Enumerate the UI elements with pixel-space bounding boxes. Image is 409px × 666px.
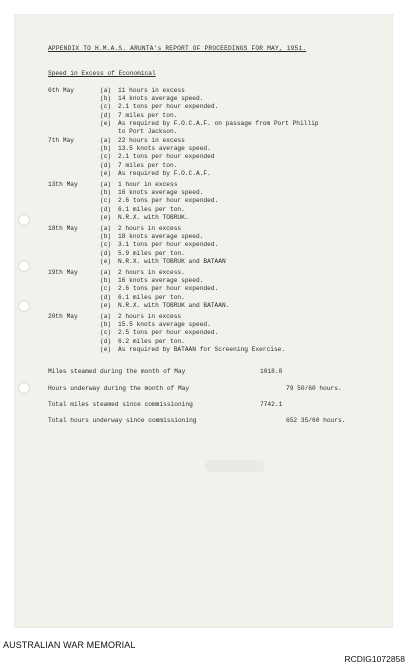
entry-line-text: 16 knots average speed. bbox=[118, 277, 204, 285]
entry-line-text: 2 hours in excess bbox=[118, 313, 182, 320]
entry-line-text: 1 hour in excess bbox=[118, 181, 178, 188]
footer-source: AUSTRALIAN WAR MEMORIAL bbox=[3, 640, 136, 650]
entry-line-text: 2.6 tons per hour expended. bbox=[118, 197, 219, 205]
summary-value: 1018.8 bbox=[260, 368, 283, 375]
entry-line-text: N.R.X. with TOBRUK and BATAAN. bbox=[118, 301, 230, 309]
entry-line-letter: (b) bbox=[100, 277, 112, 285]
entry-line bbox=[100, 206, 185, 214]
punch-hole bbox=[18, 214, 30, 226]
entry-line-text: 11 hours in excess bbox=[118, 87, 185, 94]
entry-line-text: 6.2 miles per ton. bbox=[118, 337, 185, 345]
entry-line-letter: (d) bbox=[100, 111, 112, 119]
section-heading: Speed in Excess of Economical bbox=[48, 70, 156, 77]
punch-hole bbox=[18, 382, 30, 394]
summary-label: Hours underway during the month of May bbox=[48, 385, 190, 392]
entry-line-letter: (c) bbox=[100, 329, 112, 337]
entry-line-letter: (a) bbox=[100, 181, 112, 188]
entry-line-letter: (c) bbox=[100, 153, 112, 161]
entry-line-letter: (c) bbox=[100, 285, 112, 293]
entry-date: 13th May bbox=[48, 181, 78, 188]
summary-value: 652 35/60 hours. bbox=[286, 417, 346, 424]
entry-line-text: 22 hours in excess bbox=[118, 137, 185, 144]
summary-value: 79 50/60 hours. bbox=[286, 385, 342, 392]
entry-line bbox=[100, 225, 181, 233]
entry-date: 19th May bbox=[48, 269, 78, 276]
entry-date: 6th May bbox=[48, 87, 74, 94]
entry-line bbox=[100, 103, 218, 111]
entry-line bbox=[100, 294, 185, 302]
entry-line-text: N.R.X. with TOBRUK. bbox=[118, 213, 189, 221]
entry-line-text: 18 knots average speed. bbox=[118, 233, 204, 241]
entry-line-letter: (d) bbox=[100, 337, 112, 345]
entry-line-text: 6.1 miles per ton. bbox=[118, 293, 185, 301]
entry-date: 20th May bbox=[48, 313, 78, 320]
entry-line-text: 5.9 miles per ton. bbox=[118, 249, 185, 257]
entry-line bbox=[100, 197, 218, 205]
entry-line bbox=[100, 181, 177, 189]
entry-date: 7th May bbox=[48, 137, 74, 144]
entry-line bbox=[100, 128, 177, 136]
entry-line bbox=[100, 338, 185, 346]
entry-line bbox=[100, 233, 203, 241]
entry-line bbox=[100, 313, 181, 321]
entry-line-letter: (e) bbox=[100, 257, 112, 265]
entry-line-letter: (d) bbox=[100, 161, 112, 169]
footer-id: RCDIG1072858 bbox=[344, 654, 405, 664]
entry-line-text: 2 hours in excess bbox=[118, 225, 182, 232]
entry-line bbox=[100, 162, 177, 170]
summary-label: Total miles steamed since commissioning bbox=[48, 401, 193, 408]
summary-value: 7742.1 bbox=[260, 401, 283, 408]
entry-line bbox=[100, 258, 226, 266]
entry-line-letter: (e) bbox=[100, 119, 112, 127]
entry-line-text: 13.5 knots average speed. bbox=[118, 145, 211, 153]
entry-line-letter: (e) bbox=[100, 169, 112, 177]
entry-line bbox=[100, 269, 185, 277]
entry-line-letter: (b) bbox=[100, 95, 112, 103]
entry-line bbox=[100, 120, 319, 128]
entry-line-letter: (e) bbox=[100, 345, 112, 353]
entry-line-letter: (a) bbox=[100, 269, 112, 276]
entry-line bbox=[100, 145, 211, 153]
faint-stamp bbox=[205, 460, 265, 472]
entry-line-text: 3.1 tons per hour expended. bbox=[118, 241, 219, 249]
entry-line bbox=[100, 153, 215, 161]
entry-line-letter: (a) bbox=[100, 137, 112, 144]
entry-line-letter: (b) bbox=[100, 321, 112, 329]
entry-line bbox=[100, 189, 203, 197]
summary-label: Miles steamed during the month of May bbox=[48, 368, 186, 375]
entry-line-text: 2.5 tons per hour expended. bbox=[118, 329, 219, 337]
entry-line-text: As required by F.O.C.A.F. on passage from Port Phillip bbox=[118, 119, 319, 127]
entry-line-letter: (c) bbox=[100, 241, 112, 249]
entry-line-letter: (d) bbox=[100, 249, 112, 257]
entry-line-text: As required by BATAAN for Screening Exercise. bbox=[118, 345, 286, 353]
entry-line-letter: (d) bbox=[100, 205, 112, 213]
entry-line-letter: (b) bbox=[100, 145, 112, 153]
entry-line-text: 2 hours in excess. bbox=[118, 269, 185, 276]
entry-line-text: N.R.X. with TOBRUK and BATAAN bbox=[118, 257, 226, 265]
entry-line bbox=[100, 329, 218, 337]
entry-line-letter: (b) bbox=[100, 189, 112, 197]
entry-line-letter: (b) bbox=[100, 233, 112, 241]
entry-line-text: 15.5 knots average speed. bbox=[118, 321, 211, 329]
entry-line-text: 6.1 miles per ton. bbox=[118, 205, 185, 213]
entry-line bbox=[100, 250, 185, 258]
entry-line bbox=[100, 95, 203, 103]
entry-line-letter: (c) bbox=[100, 103, 112, 111]
entry-line-letter: (a) bbox=[100, 225, 112, 232]
entry-line-letter: (d) bbox=[100, 293, 112, 301]
entry-line-letter: (a) bbox=[100, 87, 112, 94]
entry-line bbox=[100, 137, 185, 145]
entry-line bbox=[100, 87, 185, 95]
entry-line-text: 7 miles per ton. bbox=[118, 111, 178, 119]
entry-line-text: 14 knots average speed. bbox=[118, 95, 204, 103]
entry-line-letter: (a) bbox=[100, 313, 112, 320]
entry-line-letter: (e) bbox=[100, 213, 112, 221]
entry-line-text: to Port Jackson. bbox=[118, 128, 178, 135]
punch-hole bbox=[18, 260, 30, 272]
entry-date: 18th May bbox=[48, 225, 78, 232]
entry-line-text: As required by F.O.C.A.F. bbox=[118, 169, 211, 177]
summary-label: Total hours underway since commissioning bbox=[48, 417, 197, 424]
entry-line bbox=[100, 346, 285, 354]
entry-line bbox=[100, 277, 203, 285]
punch-hole bbox=[18, 300, 30, 312]
entry-line-text: 2.1 tons per hour expended. bbox=[118, 103, 219, 111]
entry-line bbox=[100, 214, 189, 222]
entry-line bbox=[100, 321, 211, 329]
entry-line bbox=[100, 170, 211, 178]
document-title: APPENDIX TO H.M.A.S. ARUNTA's REPORT OF PROCEEDINGS FOR MAY, 1951. bbox=[48, 45, 307, 52]
entry-line-text: 7 miles per ton. bbox=[118, 161, 178, 169]
entry-line-letter: (c) bbox=[100, 197, 112, 205]
entry-line-letter: (e) bbox=[100, 301, 112, 309]
entry-line bbox=[100, 112, 177, 120]
entry-line bbox=[100, 241, 218, 249]
entry-line bbox=[100, 285, 218, 293]
entry-line-text: 2.1 tons per hour expended bbox=[118, 153, 215, 161]
entry-line bbox=[100, 302, 229, 310]
entry-line-text: 2.6 tons per hour expended. bbox=[118, 285, 219, 293]
entry-line-text: 16 knots average speed. bbox=[118, 189, 204, 197]
